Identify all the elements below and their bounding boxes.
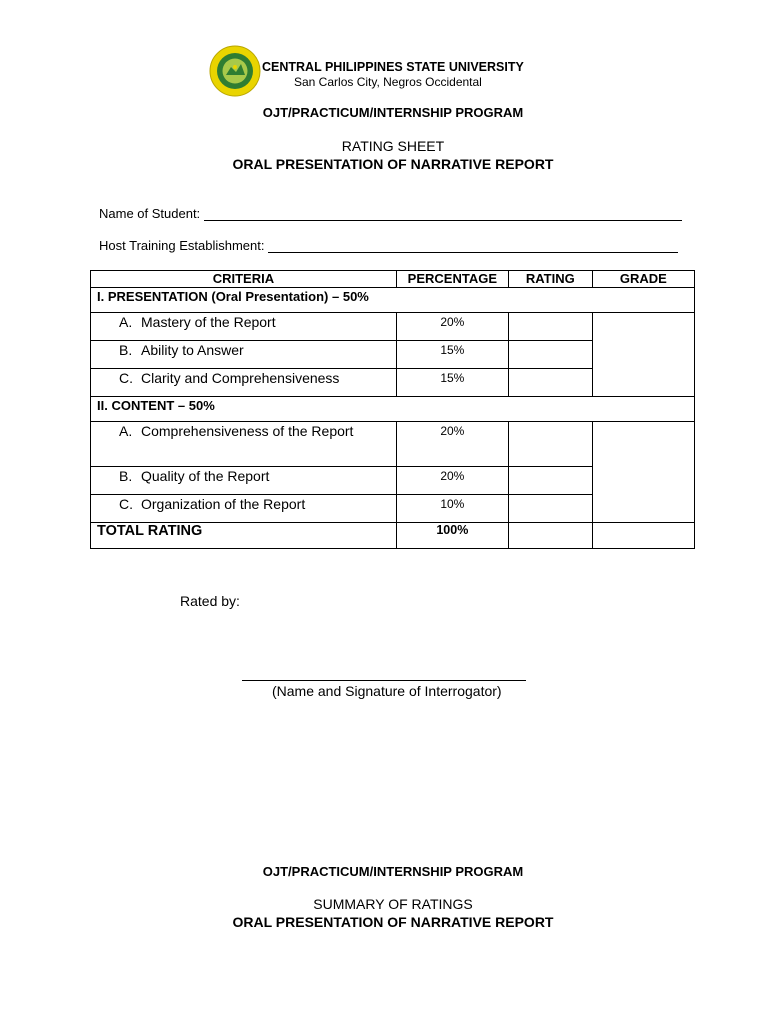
rating-cell[interactable] <box>508 467 592 495</box>
total-rating-cell[interactable] <box>508 523 592 549</box>
percentage-cell: 10% <box>396 495 508 523</box>
host-establishment-line[interactable] <box>268 238 678 253</box>
summary-subtitle: ORAL PRESENTATION OF NARRATIVE REPORT <box>232 914 554 930</box>
page-subtitle: ORAL PRESENTATION OF NARRATIVE REPORT <box>232 156 554 172</box>
rated-by-label: Rated by: <box>180 593 240 609</box>
percentage-cell: 20% <box>396 422 508 467</box>
percentage-cell: 20% <box>396 313 508 341</box>
rating-cell[interactable] <box>508 341 592 369</box>
section-presentation-row <box>91 288 695 313</box>
university-name: CENTRAL PHILIPPINES STATE UNIVERSITY <box>262 60 524 74</box>
page-title: RATING SHEET <box>341 138 445 154</box>
university-seal-icon <box>209 45 261 97</box>
summary-title: SUMMARY OF RATINGS <box>313 896 473 912</box>
student-name-label: Name of Student: <box>99 206 201 221</box>
rating-table <box>90 270 695 549</box>
criteria-cell <box>91 369 397 397</box>
total-row <box>91 523 695 549</box>
total-percentage: 100% <box>396 523 508 549</box>
criteria-cell <box>91 467 397 495</box>
student-name-line[interactable] <box>204 206 682 221</box>
header-criteria: CRITERIA <box>91 271 397 288</box>
host-establishment-label: Host Training Establishment: <box>99 238 265 253</box>
section-presentation-title: I. PRESENTATION (Oral Presentation) – 50% <box>91 288 695 313</box>
item-letter: A. <box>119 423 133 439</box>
rating-cell[interactable] <box>508 422 592 467</box>
total-grade-cell[interactable] <box>592 523 694 549</box>
header-rating: RATING <box>508 271 592 288</box>
table-row <box>91 313 695 341</box>
signature-line[interactable] <box>242 680 526 681</box>
percentage-cell: 20% <box>396 467 508 495</box>
rating-cell[interactable] <box>508 495 592 523</box>
student-name-field[interactable] <box>99 206 682 221</box>
table-header-row <box>91 271 695 288</box>
section-content-title: II. CONTENT – 50% <box>91 397 695 422</box>
section-content-row <box>91 397 695 422</box>
item-letter: B. <box>119 468 133 484</box>
item-label: Mastery of the Report <box>141 314 276 330</box>
item-letter: B. <box>119 342 133 358</box>
rating-cell[interactable] <box>508 369 592 397</box>
item-label: Ability to Answer <box>141 342 244 358</box>
host-establishment-field[interactable] <box>99 238 678 253</box>
item-letter: A. <box>119 314 133 330</box>
percentage-cell: 15% <box>396 369 508 397</box>
criteria-cell <box>91 341 397 369</box>
header-percentage: PERCENTAGE <box>396 271 508 288</box>
criteria-cell <box>91 422 397 467</box>
university-location: San Carlos City, Negros Occidental <box>294 75 482 89</box>
table-row <box>91 422 695 467</box>
item-letter: C. <box>119 370 133 386</box>
percentage-cell: 15% <box>396 341 508 369</box>
header-grade: GRADE <box>592 271 694 288</box>
criteria-cell <box>91 495 397 523</box>
item-label: Clarity and Comprehensiveness <box>141 370 340 386</box>
rating-cell[interactable] <box>508 313 592 341</box>
grade-cell-content[interactable] <box>592 422 694 523</box>
item-label: Organization of the Report <box>141 496 306 512</box>
item-letter: C. <box>119 496 133 512</box>
grade-cell-presentation[interactable] <box>592 313 694 397</box>
criteria-cell <box>91 313 397 341</box>
total-label: TOTAL RATING <box>91 523 397 549</box>
summary-program-name: OJT/PRACTICUM/INTERNSHIP PROGRAM <box>262 864 524 879</box>
item-label: Quality of the Report <box>141 468 270 484</box>
item-label: Comprehensiveness of the Report <box>141 423 354 439</box>
signature-caption: (Name and Signature of Interrogator) <box>272 683 502 699</box>
program-name: OJT/PRACTICUM/INTERNSHIP PROGRAM <box>262 105 524 120</box>
